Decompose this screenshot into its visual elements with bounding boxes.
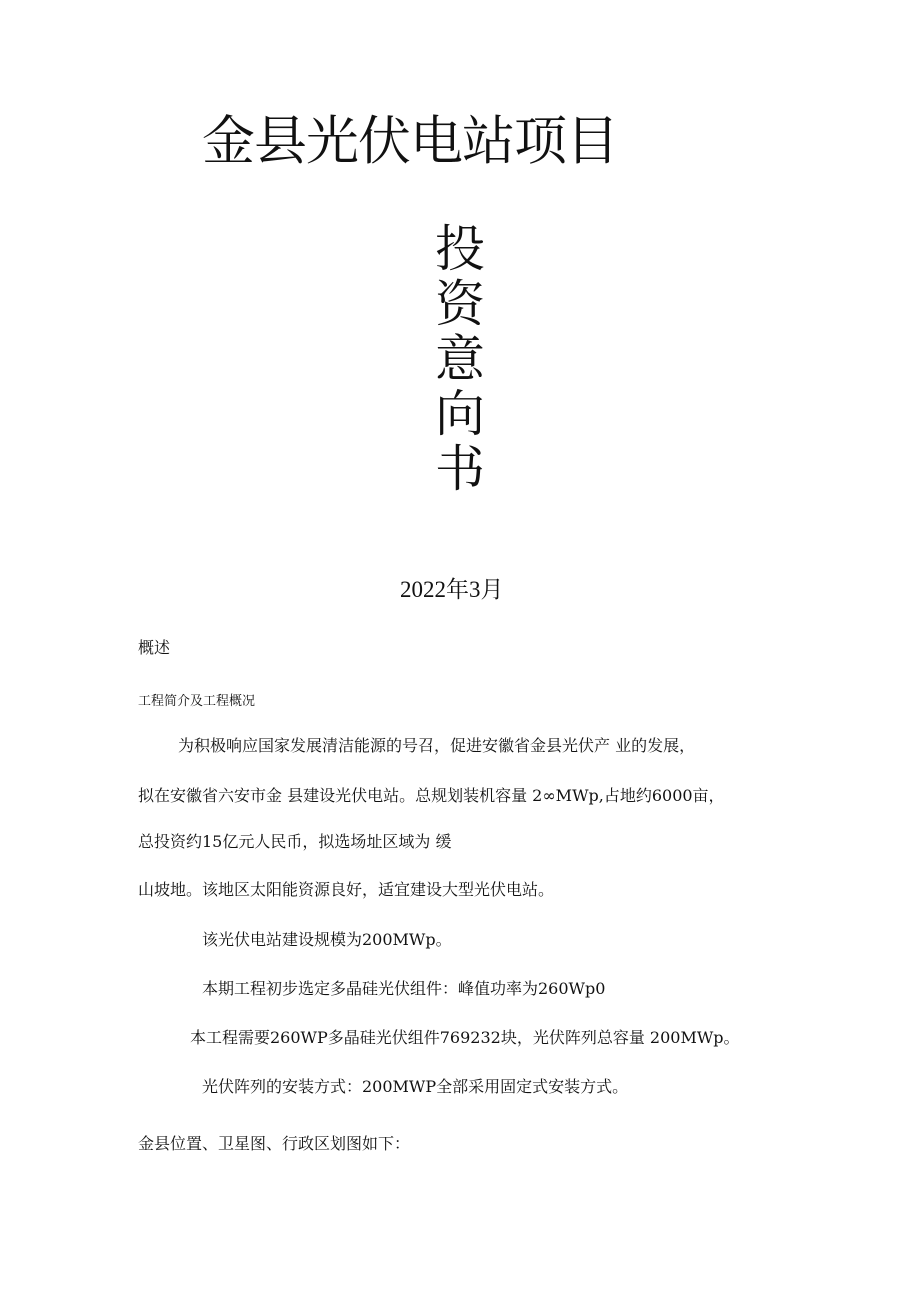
vertical-subtitle-char: 投 <box>435 220 485 278</box>
paragraph-line: 拟在安徽省六安市金 县建设光伏电站。总规划装机容量 2∞MWp,占地约6000亩， <box>138 786 725 805</box>
paragraph-line: 总投资约15亿元人民币，拟选场址区域为 缓 <box>138 832 452 851</box>
subsection-heading: 工程简介及工程概况 <box>138 694 256 709</box>
vertical-subtitle-char: 资 <box>435 275 485 333</box>
paragraph-line: 本期工程初步选定多晶硅光伏组件：峰值功率为260Wp0 <box>202 979 606 998</box>
vertical-subtitle <box>430 222 490 497</box>
paragraph-line: 山坡地。该地区太阳能资源良好，适宜建设大型光伏电站。 <box>138 880 555 899</box>
paragraph-line: 本工程需要260WP多晶硅光伏组件769232块，光伏阵列总容量 200MWp。 <box>190 1028 740 1047</box>
paragraph-line: 金县位置、卫星图、行政区划图如下： <box>138 1134 411 1153</box>
document-title: 金县光伏电站项目 <box>202 111 618 172</box>
vertical-subtitle-char: 书 <box>435 440 485 498</box>
paragraph-line: 该光伏电站建设规模为200MWp。 <box>202 930 452 949</box>
section-heading: 概述 <box>138 638 171 657</box>
document-date: 2022年3月 <box>400 577 504 602</box>
vertical-subtitle-char: 向 <box>435 385 485 443</box>
paragraph-line: 光伏阵列的安装方式：200MWP全部采用固定式安装方式。 <box>202 1077 629 1096</box>
paragraph-line: 为积极响应国家发展清洁能源的号召，促进安徽省金县光伏产 业的发展， <box>178 736 696 755</box>
vertical-subtitle-char: 意 <box>435 330 485 388</box>
